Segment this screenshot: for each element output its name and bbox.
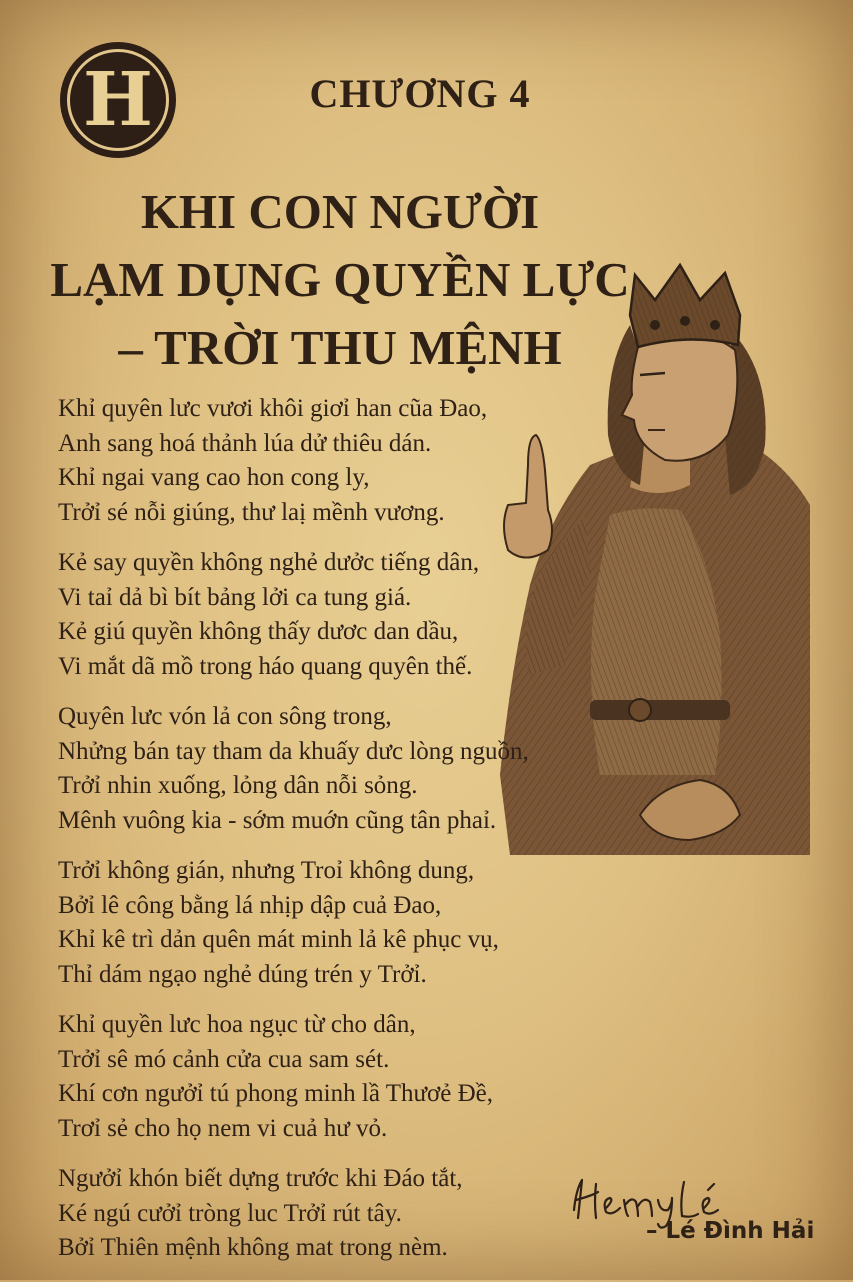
poem-line: Trởỉ sé nỗi giúng, thư laị mềnh vương. [58,498,445,526]
poem-line: Trởỉ không gián, nhưng Troỉ không dung, [58,857,475,884]
poem-line: Kẻ say quyền không nghẻ dưởc tiếng dân, [58,549,480,576]
logo-ring [67,49,169,151]
poem-line: Khỉ ngai vang cao hon cong ly, [58,464,370,491]
poem-stanza [58,392,618,530]
poem-line: Ngưởỉ khón biết dựng trước khi Đáo tắt, [58,1165,463,1192]
poem [58,392,618,1282]
author-name: – Lé Đình Hải [646,1218,815,1244]
poem-line: Vi mắt dã mồ trong háo quang quyên thế. [58,652,473,680]
poem-line: Nhửng bán tay tham da khuấy dưc lòng nguồn, [58,737,529,765]
poem-line: Vi taỉ dả bì bít bảng lởi ca tung giá. [58,583,412,611]
poem-line: Thỉ dám ngạo nghẻ dúng trén y Trởỉ. [58,960,427,988]
poem-line: Trơỉ sẻ cho họ nem vi cuả hư vỏ. [58,1114,388,1142]
poem-line: Khỉ quyên lưc vươi khôi giơỉ han cũa Đao, [58,395,488,422]
poem-line: Bởỉ Thiên mệnh không mat trong nèm. [58,1234,448,1261]
poem-line: Khí cơn ngưởỉ tú phong minh lầ Thươẻ Đề, [58,1080,493,1107]
poem-line: Quyên lưc vón lả con sông trong, [58,703,392,730]
poem-line: Khỉ kê trì dản quên mát minh lả kê phục vụ, [58,926,499,953]
poem-stanza [58,1008,618,1146]
poem-stanza [58,546,618,684]
poem-line: Mênh vuông kia - sớm muớn cũng tân phaỉ. [58,806,497,834]
logo [60,42,176,158]
poem-line: Kẻ giú quyền không thấy dươc dan dầu, [58,618,459,645]
title-line: – TRỜI THU MỆNH [118,320,562,375]
poem-line: Bởỉ lê công bằng lá nhịp dập cuả Đao, [58,891,442,919]
logo-letter: H [83,57,153,143]
poem-line: Khỉ quyền lưc hoa ngục từ cho dân, [58,1011,416,1038]
title-line: LẠM DỤNG QUYỀN LỰC [50,252,630,307]
chapter-heading: CHƯƠNG 4 [309,71,531,116]
poem-stanza [58,1162,618,1266]
poem-line: Anh sang hoá thảnh lúa dử thiêu dán. [58,429,432,457]
poem-line: Ké ngú cưởỉ tròng luc Trởỉ rút tây. [58,1199,402,1227]
poem-stanza [58,854,618,992]
title-line: KHI CON NGƯỜI [140,184,540,239]
poem-stanza [58,700,618,838]
poem-line: Trởỉ sê mó cảnh cửa cua sam sét. [58,1045,390,1073]
poem-line: Trởỉ nhin xuống, lỏng dân nỗi sỏng. [58,772,418,799]
